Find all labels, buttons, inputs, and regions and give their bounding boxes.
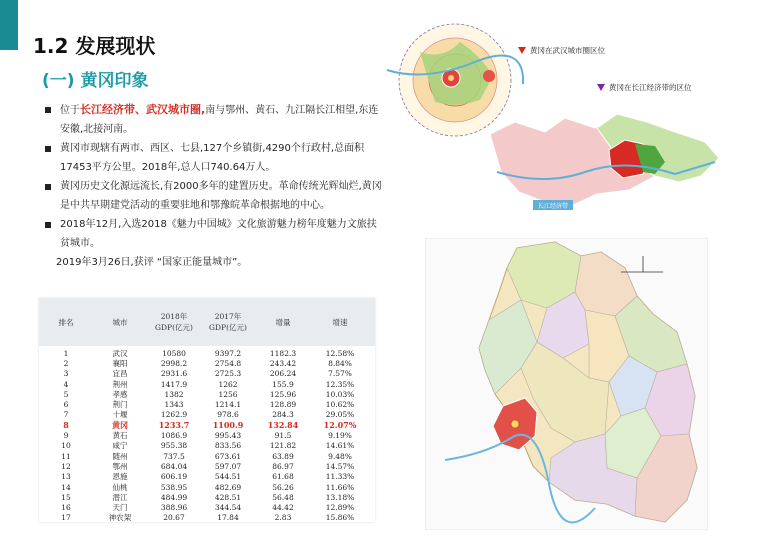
table-cell: 63.89 bbox=[272, 451, 294, 461]
table-cell: 1100.9 bbox=[212, 420, 244, 431]
table-cell: 121.82 bbox=[269, 441, 297, 451]
gdp-table bbox=[39, 298, 375, 522]
bullet-text: 黄冈历史文化源远流长,有2000多年的建置历史。革命传统光辉灿烂,黄冈是中共早期建党活动的重要驻地和鄂豫皖革命根据地的中心。 bbox=[60, 181, 382, 211]
table-cell: 9397.2 bbox=[214, 348, 242, 358]
table-cell: 978.6 bbox=[217, 410, 239, 420]
table-cell: 484.99 bbox=[160, 492, 188, 502]
table-cell: 606.19 bbox=[160, 472, 188, 482]
wuhan-center-dot bbox=[448, 75, 454, 81]
table-cell: 2.83 bbox=[274, 513, 292, 523]
table-cell: 天门 bbox=[112, 503, 128, 513]
table-cell: 16 bbox=[61, 503, 71, 513]
bullet-award bbox=[42, 215, 382, 253]
table-cell: 128.89 bbox=[269, 400, 297, 410]
table-body bbox=[39, 346, 375, 523]
table-cell: 襄阳 bbox=[112, 358, 128, 368]
bullet-square-icon bbox=[45, 222, 51, 228]
table-row bbox=[39, 348, 375, 358]
table-row bbox=[39, 369, 375, 379]
table-cell: 2998.2 bbox=[160, 358, 188, 368]
table-cell: 15.86% bbox=[325, 513, 355, 523]
bullet-text: 南与鄂州、黄石、九江隔长江相望,东连安徽,北接河南。 bbox=[60, 105, 379, 135]
table-cell: 10 bbox=[61, 441, 71, 451]
table-cell: 12.07% bbox=[323, 420, 357, 431]
table-cell: 155.9 bbox=[272, 379, 294, 389]
table-cell: 17.84 bbox=[217, 513, 239, 523]
header-cell: 2018年GDP(亿元) bbox=[155, 312, 193, 332]
table-cell: 9 bbox=[63, 431, 69, 441]
table-cell: 12.58% bbox=[325, 348, 355, 358]
table-cell: 1417.9 bbox=[160, 379, 188, 389]
header-cell: 增量 bbox=[275, 317, 291, 327]
table-cell: 1343 bbox=[164, 400, 184, 410]
legend-label: 黄冈在武汉城市圈区位 bbox=[530, 46, 605, 55]
table-cell: 武汉 bbox=[112, 348, 128, 358]
table-cell: 56.26 bbox=[272, 482, 294, 492]
table-cell: 12.35% bbox=[325, 379, 355, 389]
table-cell: 2754.8 bbox=[214, 358, 242, 368]
table-cell: 86.97 bbox=[272, 461, 294, 471]
triangle-marker-icon bbox=[518, 47, 526, 54]
table-row bbox=[39, 399, 375, 409]
table-cell: 黄石 bbox=[112, 431, 128, 441]
table-row bbox=[39, 389, 375, 399]
table-cell: 10580 bbox=[162, 348, 186, 358]
accent-bar bbox=[0, 0, 18, 50]
table-cell: 132.84 bbox=[267, 420, 299, 431]
table-cell: 11 bbox=[61, 451, 71, 461]
table-cell: 2725.3 bbox=[214, 369, 242, 379]
header-cell: 增速 bbox=[332, 317, 348, 327]
table-row bbox=[39, 441, 375, 451]
city-center-icon bbox=[511, 420, 519, 428]
table-cell: 9.19% bbox=[328, 431, 352, 441]
table-row bbox=[39, 502, 375, 512]
table-cell: 538.95 bbox=[160, 482, 188, 492]
bullet-square-icon bbox=[45, 146, 51, 152]
table-header bbox=[39, 298, 375, 346]
table-cell: 14.61% bbox=[325, 441, 355, 451]
table-cell: 14.57% bbox=[325, 461, 355, 471]
river-label: 长江经济带 bbox=[537, 203, 569, 210]
bullet-history bbox=[42, 177, 382, 215]
table-cell: 恩施 bbox=[112, 472, 128, 482]
table-cell: 44.42 bbox=[272, 503, 294, 513]
table-row bbox=[39, 482, 375, 492]
table-cell: 7 bbox=[63, 410, 69, 420]
table-cell: 17 bbox=[61, 513, 71, 523]
table-row bbox=[39, 513, 375, 523]
bullet-admin bbox=[42, 139, 382, 177]
table-cell: 673.61 bbox=[214, 451, 242, 461]
header-cell: 2017年GDP(亿元) bbox=[209, 312, 247, 332]
table-cell: 孝感 bbox=[112, 389, 128, 399]
header-cell: 排名 bbox=[58, 317, 74, 327]
table-cell: 12.89% bbox=[325, 503, 355, 513]
bullet-text: 位于 bbox=[60, 105, 80, 116]
table-cell: 3 bbox=[63, 369, 69, 379]
table-cell: 8 bbox=[63, 420, 69, 431]
table-cell: 995.43 bbox=[214, 431, 242, 441]
table-cell: 十堰 bbox=[112, 410, 128, 420]
table-cell: 8.84% bbox=[328, 358, 352, 368]
table-cell: 833.56 bbox=[214, 441, 242, 451]
bullet-text: 2018年12月,入选2018《魅力中国城》文化旅游魅力榜年度魅力文旅扶贫城市。 bbox=[60, 219, 377, 249]
table-cell: 潜江 bbox=[112, 492, 128, 502]
table-row bbox=[39, 410, 375, 420]
table-cell: 61.68 bbox=[272, 472, 294, 482]
table-cell: 597.07 bbox=[214, 461, 242, 471]
table-cell: 1233.7 bbox=[158, 420, 190, 431]
table-cell: 5 bbox=[63, 389, 69, 399]
table-cell: 13 bbox=[61, 472, 71, 482]
triangle-marker-icon bbox=[597, 84, 605, 91]
table-cell: 13.18% bbox=[325, 492, 355, 502]
table-cell: 91.5 bbox=[274, 431, 292, 441]
table-cell: 咸宁 bbox=[112, 441, 128, 451]
table-cell: 1182.3 bbox=[269, 348, 297, 358]
table-cell: 955.38 bbox=[160, 441, 188, 451]
table-cell: 29.05% bbox=[325, 410, 355, 420]
bullet-square-icon bbox=[45, 184, 51, 190]
header-cell: 城市 bbox=[112, 317, 128, 327]
table-cell: 428.51 bbox=[214, 492, 242, 502]
table-cell: 仙桃 bbox=[112, 482, 128, 492]
table-cell: 125.96 bbox=[269, 389, 297, 399]
table-cell: 荆州 bbox=[112, 379, 128, 389]
table-cell: 宜昌 bbox=[112, 369, 128, 379]
table-cell: 206.24 bbox=[269, 369, 297, 379]
table-cell: 1086.9 bbox=[160, 431, 188, 441]
table-cell: 11.66% bbox=[325, 482, 355, 492]
table-cell: 1 bbox=[63, 348, 69, 358]
legend-label: 黄冈在长江经济带的区位 bbox=[609, 83, 692, 92]
legend-wuhan bbox=[518, 45, 605, 56]
legend-yangtze bbox=[597, 82, 692, 93]
table-cell: 1256 bbox=[218, 389, 238, 399]
huanggang-dot bbox=[483, 70, 495, 82]
table-row bbox=[39, 379, 375, 389]
table-row bbox=[39, 472, 375, 482]
table-cell: 15 bbox=[61, 492, 71, 502]
table-cell: 243.42 bbox=[269, 358, 297, 368]
table-cell: 鄂州 bbox=[112, 461, 128, 471]
table-row bbox=[39, 420, 375, 430]
table-row bbox=[39, 492, 375, 502]
table-cell: 14 bbox=[61, 482, 71, 492]
table-cell: 10.62% bbox=[325, 400, 355, 410]
table-cell: 随州 bbox=[112, 451, 128, 461]
table-cell: 11.33% bbox=[325, 472, 355, 482]
table-cell: 2 bbox=[63, 358, 69, 368]
table-cell: 20.67 bbox=[163, 513, 185, 523]
bullet-list bbox=[42, 100, 382, 272]
table-cell: 56.48 bbox=[272, 492, 294, 502]
table-row bbox=[39, 358, 375, 368]
table-cell: 2931.6 bbox=[160, 369, 188, 379]
table-cell: 388.96 bbox=[160, 503, 188, 513]
extra-line: 2019年3月26日,获评 “国家正能量城市”。 bbox=[56, 257, 248, 268]
bullet-square-icon bbox=[45, 107, 51, 113]
section-subtitle: (一) 黄冈印象 bbox=[42, 71, 149, 91]
table-cell: 荆门 bbox=[112, 400, 128, 410]
table-cell: 7.57% bbox=[328, 369, 352, 379]
bullet-location bbox=[42, 100, 382, 139]
table-cell: 9.48% bbox=[328, 451, 352, 461]
table-cell: 737.5 bbox=[163, 451, 185, 461]
table-row bbox=[39, 430, 375, 440]
table-cell: 神农架 bbox=[108, 513, 132, 523]
county-map bbox=[425, 238, 708, 530]
table-cell: 4 bbox=[63, 379, 69, 389]
table-cell: 284.3 bbox=[272, 410, 294, 420]
page-title: 1.2 发展现状 bbox=[33, 34, 156, 58]
bullet-text: 黄冈市现辖有两市、西区、七县,127个乡镇街,4290个行政村,总面积17453平方公里。2018年,总人口740.64万人。 bbox=[60, 143, 365, 173]
table-cell: 1382 bbox=[164, 389, 184, 399]
table-cell: 1262.9 bbox=[160, 410, 188, 420]
table-cell: 482.69 bbox=[214, 482, 242, 492]
table-cell: 684.04 bbox=[160, 461, 188, 471]
table-cell: 12 bbox=[61, 461, 71, 471]
table-cell: 黄冈 bbox=[112, 419, 128, 430]
table-cell: 344.54 bbox=[214, 503, 242, 513]
table-cell: 6 bbox=[63, 400, 69, 410]
highlight-text: 长江经济带、武汉城市圈, bbox=[80, 103, 206, 116]
table-cell: 10.03% bbox=[325, 389, 355, 399]
table-row bbox=[39, 461, 375, 471]
table-row bbox=[39, 451, 375, 461]
table-cell: 1214.1 bbox=[214, 400, 242, 410]
table-cell: 1262 bbox=[218, 379, 238, 389]
table-cell: 544.51 bbox=[214, 472, 242, 482]
